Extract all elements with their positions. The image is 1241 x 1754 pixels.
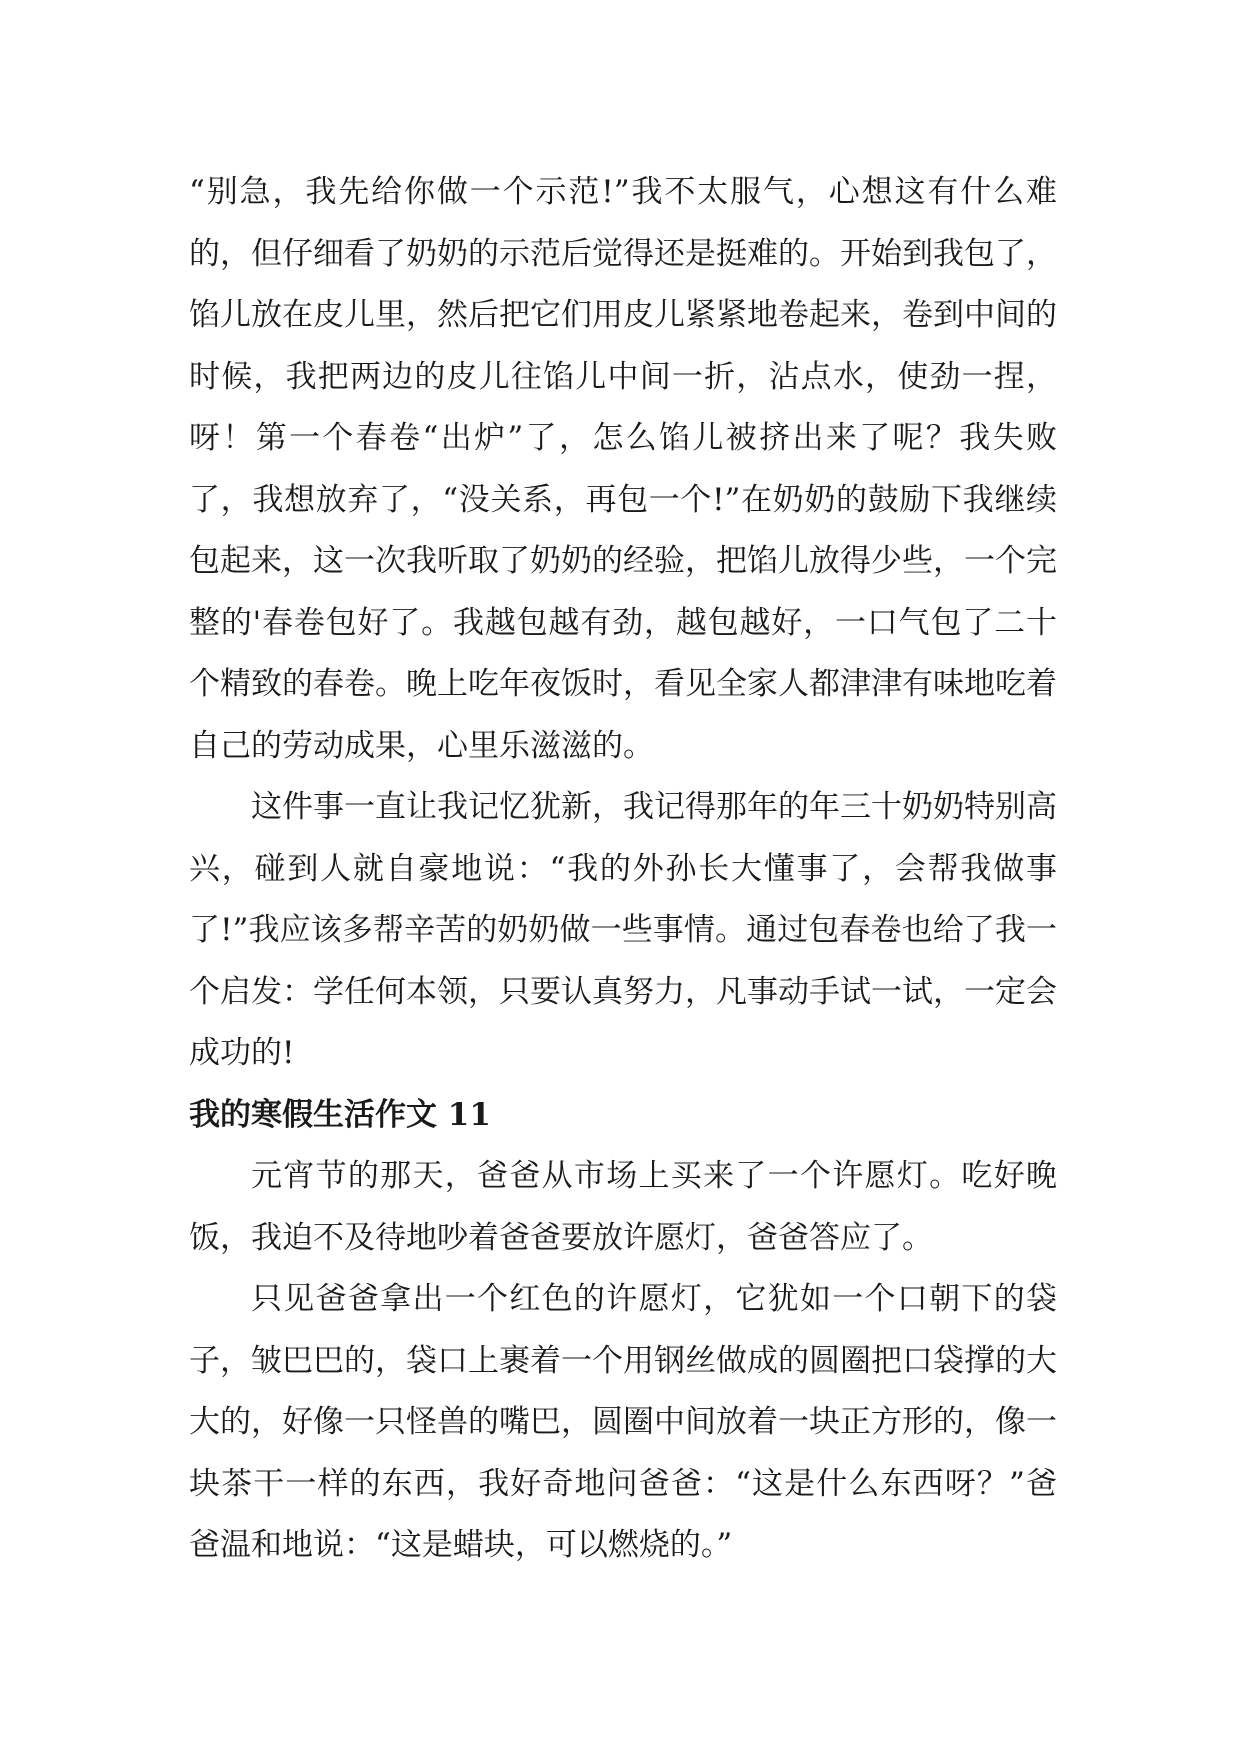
section-heading: 我的寒假生活作文 11 [189,1096,491,1133]
body-paragraph-2: 这件事一直让我记忆犹新，我记得那年的年三十奶奶特别高兴，碰到人就自豪地说：“我的外孙长大懂事了，会帮我做事了!”我应该多帮辛苦的奶奶做一些事情。通过包春卷也给了我一个启发：学任何本领，只要认真努力，凡事动手试一试，一定会成功的! [189,789,1057,1071]
body-paragraph-1: “别急，我先给你做一个示范!”我不太服气，心想这有什么难的，但仔细看了奶奶的示范后觉得还是挺难的。开始到我包了，馅儿放在皮儿里，然后把它们用皮儿紧紧地卷起来，卷到中间的时候，我把两边的皮儿往馅儿中间一折，沾点水，使劲一捏，呀！第一个春卷“出炉”了，怎么馅儿被挤出来了呢？我失败了，我想放弃了，“没关系，再包一个!”在奶奶的鼓励下我继续包起来，这一次我听取了奶奶的经验，把馅儿放得少些，一个完整的'春卷包好了。我越包越有劲，越包越好，一口气包了二十个精致的春卷。晚上吃年夜饭时，看见全家人都津津有味地吃着自己的劳动成果，心里乐滋滋的。 [189,174,1057,764]
document-page [189,162,1057,1577]
body-paragraph-3: 元宵节的那天，爸爸从市场上买来了一个许愿灯。吃好晚饭，我迫不及待地吵着爸爸要放许愿灯，爸爸答应了。 [189,1158,1057,1256]
body-paragraph-4: 只见爸爸拿出一个红色的许愿灯，它犹如一个口朝下的袋子，皱巴巴的，袋口上裹着一个用钢丝做成的圆圈把口袋撑的大大的，好像一只怪兽的嘴巴，圆圈中间放着一块正方形的，像一块茶干一样的东西，我好奇地问爸爸：“这是什么东西呀？”爸爸温和地说：“这是蜡块，可以燃烧的。” [189,1281,1057,1563]
